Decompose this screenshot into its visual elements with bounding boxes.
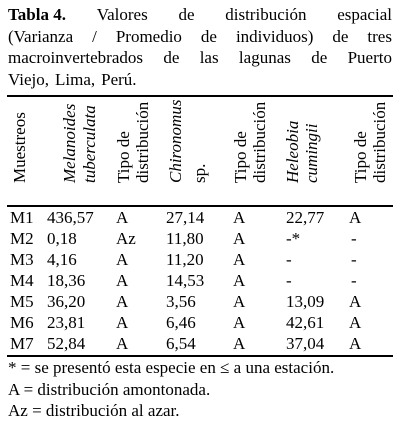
caption-word: de (200, 26, 217, 46)
header-melanoides-species: tuberculata (80, 105, 99, 183)
header-chironomus-species: sp. (190, 163, 209, 183)
cell-tipo-2: A (233, 250, 246, 269)
table-row (0, 312, 400, 333)
cell-heleobia: 13,09 (286, 292, 325, 311)
cell-heleobia: - (286, 271, 292, 290)
cell-heleobia: 37,04 (286, 334, 325, 353)
table-row (0, 249, 400, 270)
cell-melanoides: 36,20 (47, 292, 86, 311)
caption-word: tres (367, 26, 392, 46)
cell-melanoides: 0,18 (47, 229, 77, 248)
cell-melanoides: 52,84 (47, 334, 86, 353)
table-row (0, 228, 400, 249)
caption-word: macroinvertebrados (8, 48, 143, 67)
cell-tipo-2: A (233, 334, 246, 353)
caption-word: Promedio (115, 26, 182, 46)
cell-muestreo: M4 (10, 271, 34, 290)
header-tipo-line2: distribución (133, 101, 152, 183)
header-melanoides-genus: Melanoides (60, 103, 79, 183)
header-heleobia-species: cumingii (302, 123, 321, 183)
caption-line-1 (8, 4, 392, 26)
caption-line-4 (8, 69, 392, 91)
cell-tipo-2: A (233, 271, 246, 290)
cell-tipo-3: A (349, 208, 362, 227)
cell-melanoides: 436,57 (47, 208, 94, 227)
cell-melanoides: 23,81 (47, 313, 86, 332)
header-tipo-line1: Tipo de (114, 131, 133, 183)
cell-tipo-2: A (233, 313, 246, 332)
cell-chironomus: 14,53 (166, 271, 205, 290)
cell-tipo-3: - (351, 229, 357, 248)
header-tipo-line2: distribución (370, 101, 389, 183)
caption-word: de (163, 48, 180, 67)
cell-tipo-3: A (349, 292, 362, 311)
cell-tipo-2: A (233, 229, 246, 248)
cell-tipo-3: - (351, 271, 357, 290)
cell-tipo-3: - (351, 250, 357, 269)
cell-chironomus: 11,80 (166, 229, 204, 248)
cell-tipo-1: A (116, 208, 129, 227)
caption-word: individuos) (235, 26, 314, 46)
cell-heleobia: 22,77 (286, 208, 325, 227)
caption-word: de (311, 48, 328, 67)
cell-chironomus: 11,20 (166, 250, 204, 269)
table-row (0, 270, 400, 291)
header-tipo-line2: distribución (250, 101, 269, 183)
footnote-asterisk: * = se presentó esta especie en ≤ a una estación. (8, 358, 335, 377)
cell-tipo-1: Az (116, 229, 136, 248)
caption-word: Viejo, (8, 69, 49, 89)
cell-chironomus: 3,56 (166, 292, 196, 311)
table-row (0, 291, 400, 312)
header-heleobia-genus: Heleobia (283, 120, 302, 183)
cell-muestreo: M5 (10, 292, 34, 311)
cell-chironomus: 27,14 (166, 208, 205, 227)
cell-muestreo: M7 (10, 334, 34, 353)
table-caption (8, 4, 392, 90)
caption-word: (Varianza (8, 26, 74, 46)
table-footnotes (8, 357, 334, 422)
cell-heleobia: -* (286, 229, 301, 248)
cell-tipo-2: A (233, 208, 246, 227)
footnote-a: A = distribución amontonada. (8, 379, 211, 399)
caption-word: distribución (225, 5, 307, 24)
caption-word: Valores (96, 5, 148, 24)
caption-word: de (332, 26, 349, 46)
cell-tipo-1: A (116, 250, 129, 269)
cell-chironomus: 6,46 (166, 313, 196, 332)
cell-tipo-2: A (233, 292, 246, 311)
header-tipo-line1: Tipo de (231, 131, 250, 183)
caption-label: Tabla 4. (8, 5, 66, 24)
table-row (0, 333, 400, 354)
cell-heleobia: - (286, 250, 292, 269)
cell-tipo-1: A (116, 334, 129, 353)
cell-tipo-1: A (116, 271, 129, 290)
cell-muestreo: M2 (10, 229, 34, 248)
table-top-rule (7, 95, 393, 97)
header-chironomus-genus: Chironomus (166, 99, 185, 183)
cell-muestreo: M3 (10, 250, 34, 269)
caption-word: de (178, 5, 195, 24)
caption-word: las (199, 48, 219, 67)
cell-tipo-3: A (349, 334, 362, 353)
footnote-az: Az = distribución al azar. (8, 401, 180, 420)
cell-muestreo: M1 (10, 208, 34, 227)
cell-chironomus: 6,54 (166, 334, 196, 353)
caption-word: lagunas (238, 48, 291, 67)
cell-tipo-1: A (116, 292, 129, 311)
caption-line-2 (8, 26, 392, 48)
table-row (0, 207, 400, 228)
caption-word: Perú. (101, 69, 137, 89)
header-muestreos-text: Muestreos (10, 112, 29, 183)
cell-heleobia: 42,61 (286, 313, 325, 332)
caption-word: espacial (337, 5, 392, 24)
cell-tipo-3: A (349, 313, 362, 332)
caption-word: Puerto (347, 48, 392, 67)
caption-word: Lima, (55, 69, 96, 89)
caption-word: / (92, 26, 97, 46)
cell-melanoides: 4,16 (47, 250, 77, 269)
caption-line-3 (8, 47, 392, 69)
cell-melanoides: 18,36 (47, 271, 86, 290)
cell-tipo-1: A (116, 313, 129, 332)
header-tipo-line1: Tipo de (351, 131, 370, 183)
cell-muestreo: M6 (10, 313, 34, 332)
